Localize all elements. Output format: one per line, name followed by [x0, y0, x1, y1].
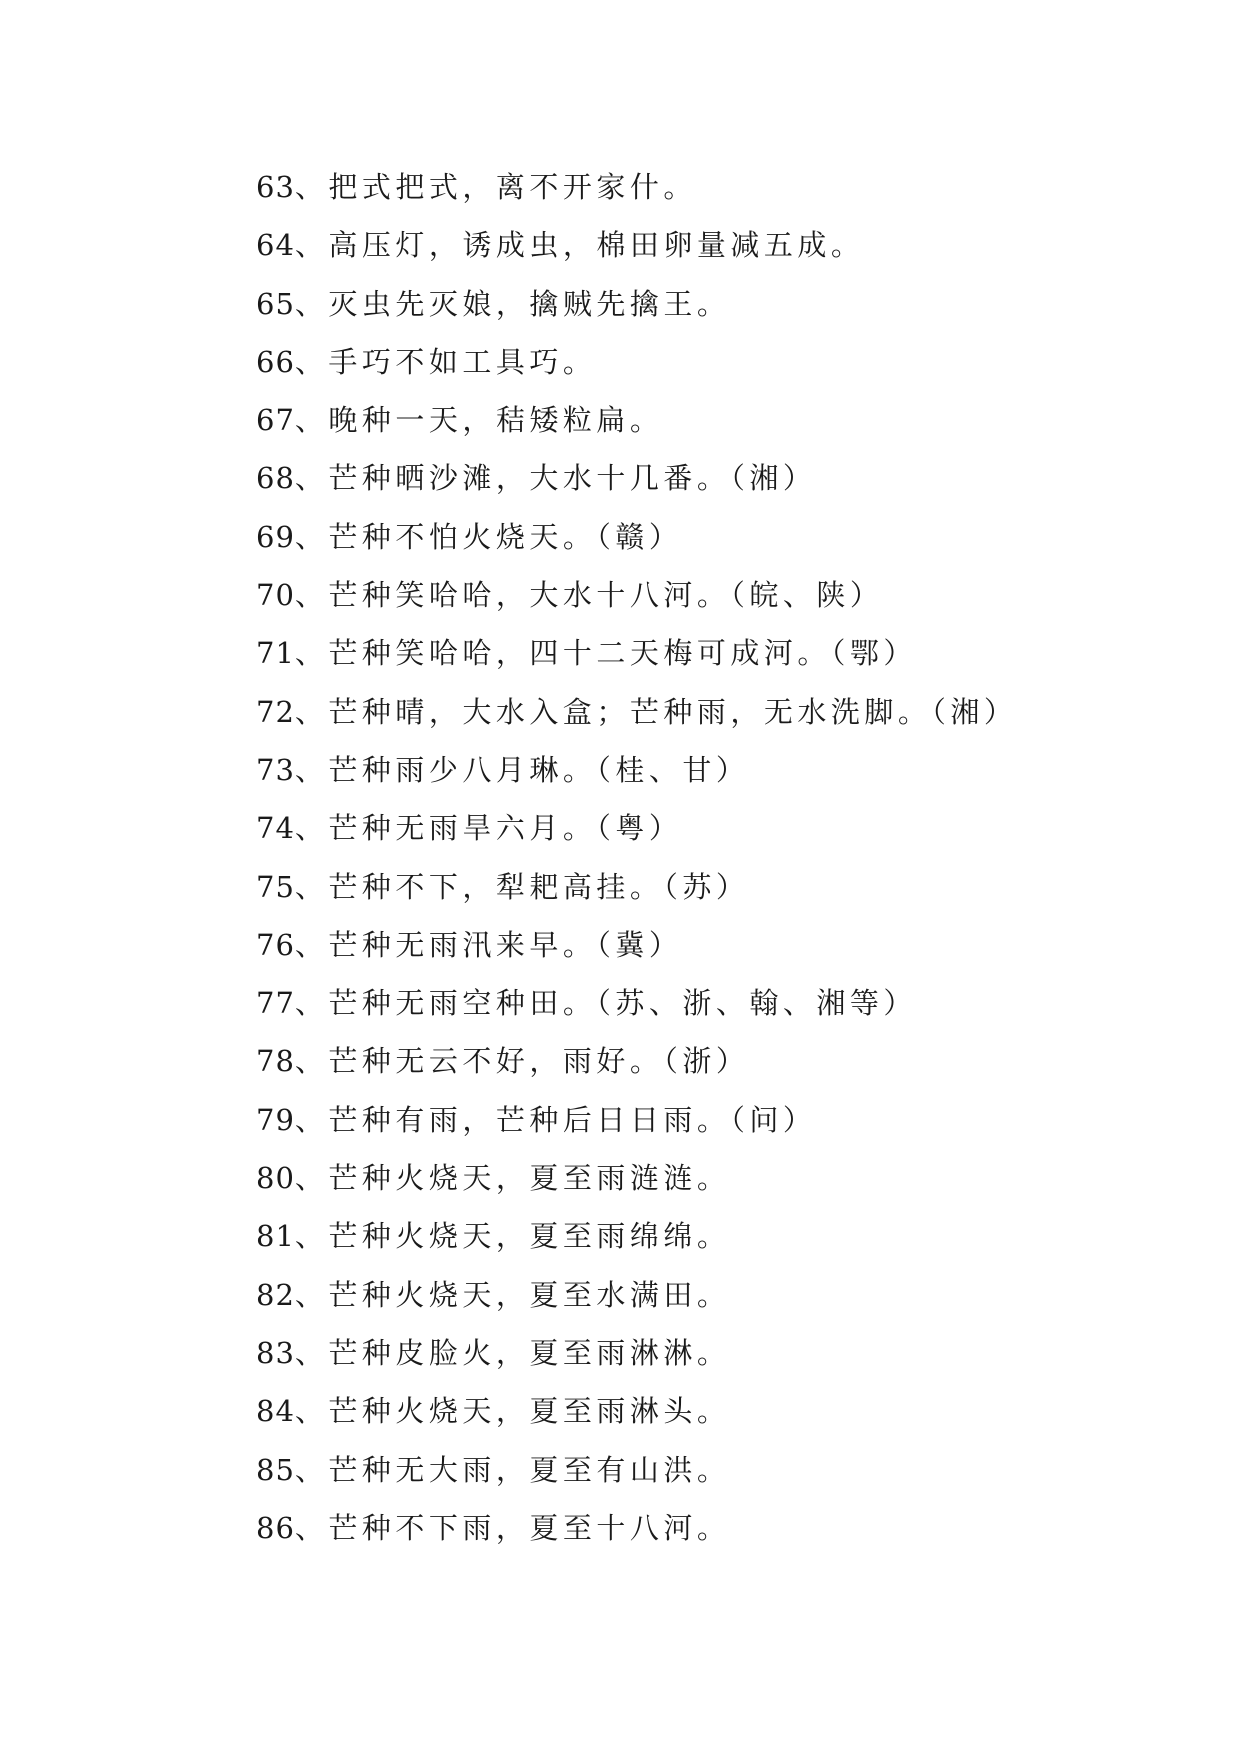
- proverb-line: [256, 916, 1017, 974]
- line-number: 69: [256, 519, 295, 554]
- line-separator: 、: [294, 1394, 329, 1429]
- line-text: 芒种晴，大水入盒；芒种雨，无水洗脚。（湘）: [328, 694, 1018, 729]
- line-separator: 、: [294, 1219, 329, 1254]
- line-number: 73: [256, 752, 295, 787]
- proverb-line: [256, 508, 1017, 566]
- proverb-line: [256, 624, 1017, 682]
- line-number: 80: [256, 1161, 295, 1196]
- line-text: 芒种无云不好，雨好。（浙）: [328, 1044, 750, 1079]
- line-text: 芒种皮脸火，夏至雨淋淋。: [328, 1335, 731, 1370]
- line-separator: 、: [294, 986, 329, 1021]
- line-number: 81: [256, 1219, 295, 1254]
- proverb-line: [256, 1324, 1017, 1382]
- line-separator: 、: [294, 286, 329, 321]
- proverb-line: [256, 974, 1017, 1032]
- line-separator: 、: [294, 694, 329, 729]
- proverb-line: [256, 1382, 1017, 1440]
- line-text: 芒种无大雨，夏至有山洪。: [328, 1452, 731, 1487]
- line-text: 把式把式，离不开家什。: [328, 170, 697, 204]
- line-text: 芒种火烧天，夏至水满田。: [328, 1277, 731, 1312]
- line-separator: 、: [294, 1277, 329, 1312]
- line-separator: 、: [294, 403, 329, 438]
- line-number: 83: [256, 1335, 295, 1370]
- line-separator: 、: [294, 636, 329, 671]
- proverb-line: [256, 275, 1017, 333]
- line-separator: 、: [294, 344, 329, 379]
- proverb-line: [256, 1149, 1017, 1207]
- line-separator: 、: [294, 170, 329, 204]
- line-text: 芒种不下，犁耙高挂。（苏）: [328, 869, 750, 904]
- proverb-line: [256, 391, 1017, 449]
- line-text: 晚种一天，秸矮粒扁。: [328, 403, 664, 438]
- line-separator: 、: [294, 1102, 329, 1137]
- line-number: 79: [256, 1102, 295, 1137]
- line-number: 74: [256, 811, 295, 846]
- line-separator: 、: [294, 519, 329, 554]
- line-separator: 、: [294, 578, 329, 613]
- line-separator: 、: [294, 752, 329, 787]
- line-separator: 、: [294, 1044, 329, 1079]
- line-text: 芒种笑哈哈，四十二天梅可成河。（鄂）: [328, 636, 917, 671]
- line-number: 64: [256, 228, 295, 263]
- proverb-line: [256, 858, 1017, 916]
- proverb-line: [256, 216, 1017, 274]
- line-separator: 、: [294, 927, 329, 962]
- proverb-line: [256, 683, 1017, 741]
- line-separator: 、: [294, 1335, 329, 1370]
- proverb-line: [256, 799, 1017, 857]
- line-text: 芒种笑哈哈，大水十八河。（皖、陕）: [328, 578, 884, 613]
- line-separator: 、: [294, 869, 329, 904]
- proverb-line: [256, 566, 1017, 624]
- line-number: 67: [256, 403, 295, 438]
- line-number: 78: [256, 1044, 295, 1079]
- proverb-line: [256, 158, 1017, 216]
- proverb-line: [256, 1266, 1017, 1324]
- proverb-list: [256, 158, 1017, 1557]
- proverb-line: [256, 1032, 1017, 1090]
- line-text: 芒种雨少八月琳。（桂、甘）: [328, 752, 750, 787]
- line-separator: 、: [294, 1161, 329, 1196]
- line-number: 76: [256, 927, 295, 962]
- proverb-line: [256, 1207, 1017, 1265]
- line-text: 芒种不下雨，夏至十八河。: [328, 1510, 731, 1545]
- proverb-line: [256, 333, 1017, 391]
- line-number: 70: [256, 578, 295, 613]
- proverb-line: [256, 741, 1017, 799]
- line-text: 芒种火烧天，夏至雨淋头。: [328, 1394, 731, 1429]
- line-text: 芒种有雨，芒种后日日雨。（问）: [328, 1102, 817, 1137]
- line-separator: 、: [294, 1510, 329, 1545]
- line-separator: 、: [294, 811, 329, 846]
- line-number: 65: [256, 286, 295, 321]
- line-number: 63: [256, 170, 295, 204]
- line-text: 芒种无雨汛来早。（冀）: [328, 927, 683, 962]
- line-text: 芒种火烧天，夏至雨涟涟。: [328, 1161, 731, 1196]
- line-text: 灭虫先灭娘，擒贼先擒王。: [328, 286, 731, 321]
- line-number: 85: [256, 1452, 295, 1487]
- line-text: 芒种无雨空种田。（苏、浙、翰、湘等）: [328, 986, 917, 1021]
- line-number: 71: [256, 636, 295, 671]
- proverb-line: [256, 1499, 1017, 1557]
- line-number: 68: [256, 461, 295, 496]
- line-text: 高压灯，诱成虫，棉田卵量减五成。: [328, 228, 865, 263]
- line-text: 芒种无雨旱六月。（粤）: [328, 811, 683, 846]
- proverb-line: [256, 449, 1017, 507]
- line-number: 72: [256, 694, 295, 729]
- proverb-line: [256, 1091, 1017, 1149]
- line-text: 手巧不如工具巧。: [328, 344, 597, 379]
- line-separator: 、: [294, 1452, 329, 1487]
- line-text: 芒种火烧天，夏至雨绵绵。: [328, 1219, 731, 1254]
- proverb-line: [256, 1441, 1017, 1499]
- line-number: 84: [256, 1394, 295, 1429]
- line-separator: 、: [294, 461, 329, 496]
- line-number: 82: [256, 1277, 295, 1312]
- line-number: 75: [256, 869, 295, 904]
- line-number: 66: [256, 344, 295, 379]
- line-text: 芒种不怕火烧天。（赣）: [328, 519, 683, 554]
- line-separator: 、: [294, 228, 329, 263]
- line-text: 芒种晒沙滩，大水十几番。（湘）: [328, 461, 817, 496]
- line-number: 86: [256, 1510, 295, 1545]
- line-number: 77: [256, 986, 295, 1021]
